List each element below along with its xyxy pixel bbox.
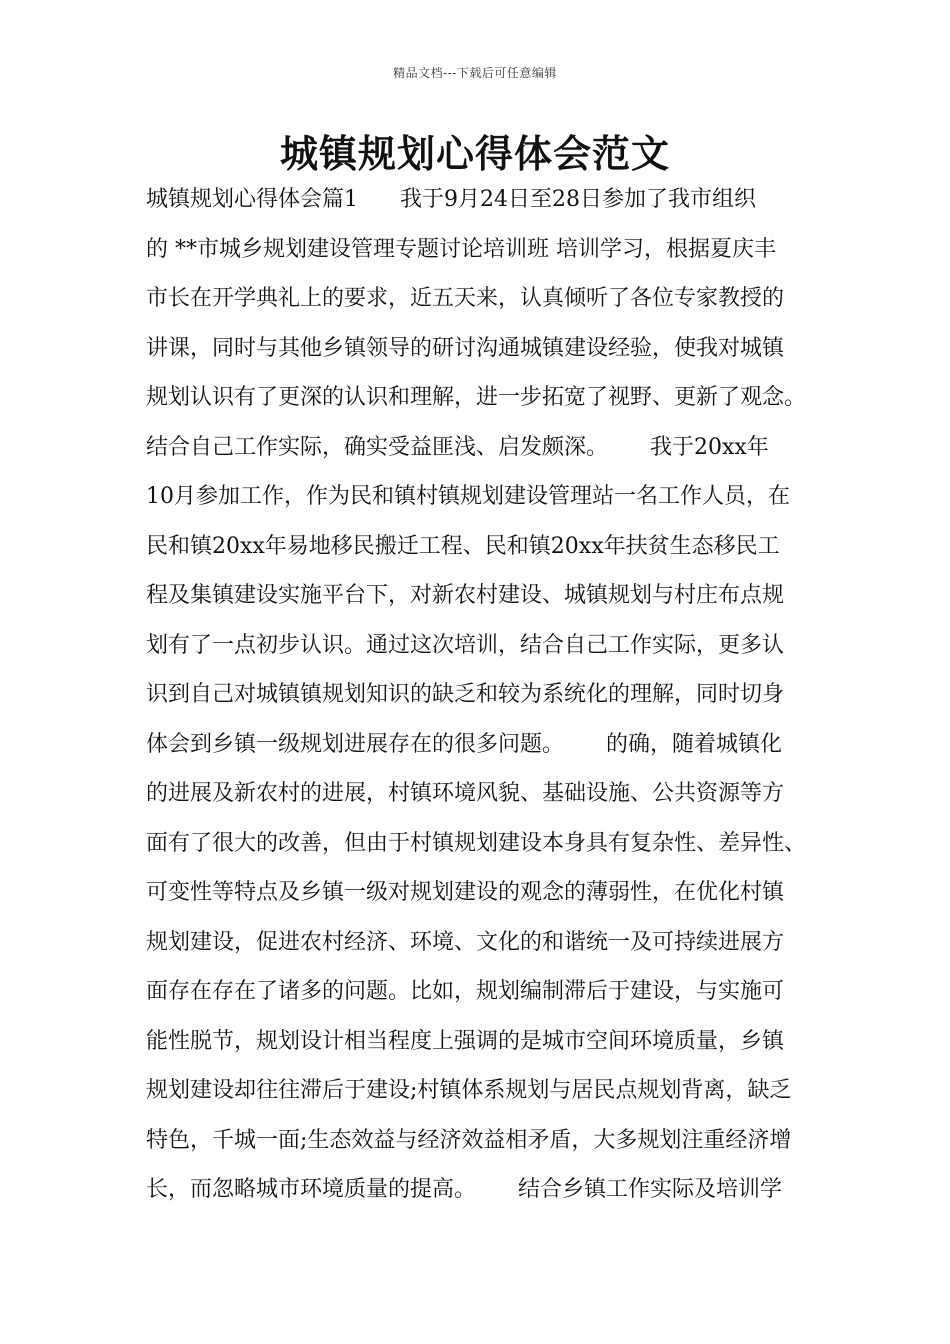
body-line: 规划认识有了更深的认识和理解，进一步拓宽了视野、更新了观念。	[146, 385, 807, 410]
header-note: 精品文档---下载后可任意编辑	[393, 66, 557, 80]
body-line: 市长在开学典礼上的要求，近五天来，认真倾听了各位专家教授的	[146, 286, 785, 311]
body-line: 面存在存在了诸多的问题。比如，规划编制滞后于建设，与实施可	[146, 979, 785, 1004]
body-line: 讲课，同时与其他乡镇领导的研讨沟通城镇建设经验，使我对城镇	[146, 335, 785, 361]
body-line: 的进展及新农村的进展，村镇环境风貌、基础设施、公共资源等方	[146, 781, 785, 806]
body-line: 程及集镇建设实施平台下，对新农村建设、城镇规划与村庄布点规	[146, 583, 785, 608]
body-line: 面有了很大的改善，但由于村镇规划建设本身具有复杂性、差异性、	[146, 830, 807, 856]
body-line: 的 **市城乡规划建设管理专题讨论培训班 培训学习，根据夏庆丰	[146, 236, 776, 262]
body-line: 10月参加工作，作为民和镇村镇规划建设管理站一名工作人员，在	[146, 484, 790, 509]
body-line: 规划建设却往往滞后于建设;村镇体系规划与居民点规划背离，缺乏	[146, 1078, 792, 1103]
body-line: 能性脱节，规划设计相当程度上强调的是城市空间环境质量，乡镇	[146, 1028, 785, 1054]
body-line: 划有了一点初步认识。通过这次培训，结合自己工作实际，更多认	[146, 632, 785, 658]
body-line: 结合自己工作实际，确实受益匪浅、启发颇深。 我于20xx年	[146, 434, 769, 460]
document-title: 城镇规划心得体会范文	[279, 131, 670, 176]
body-line: 特色，千城一面;生态效益与经济效益相矛盾，大多规划注重经济增	[146, 1127, 792, 1153]
body-line: 城镇规划心得体会篇1 我于9月24日至28日参加了我市组织	[146, 187, 756, 212]
body-line: 识到自己对城镇镇规划知识的缺乏和较为系统化的理解，同时切身	[146, 682, 785, 707]
document-body	[146, 180, 826, 1220]
body-line: 可变性等特点及乡镇一级对规划建设的观念的薄弱性，在优化村镇	[146, 880, 785, 905]
body-line: 规划建设，促进农村经济、环境、文化的和谐统一及可持续进展方	[146, 929, 785, 955]
body-line: 体会到乡镇一级规划进展存在的很多问题。 的确，随着城镇化	[146, 731, 782, 757]
body-line: 民和镇20xx年易地移民搬迁工程、民和镇20xx年扶贫生态移民工	[146, 533, 780, 559]
body-line: 长，而忽略城市环境质量的提高。 结合乡镇工作实际及培训学	[146, 1177, 782, 1202]
